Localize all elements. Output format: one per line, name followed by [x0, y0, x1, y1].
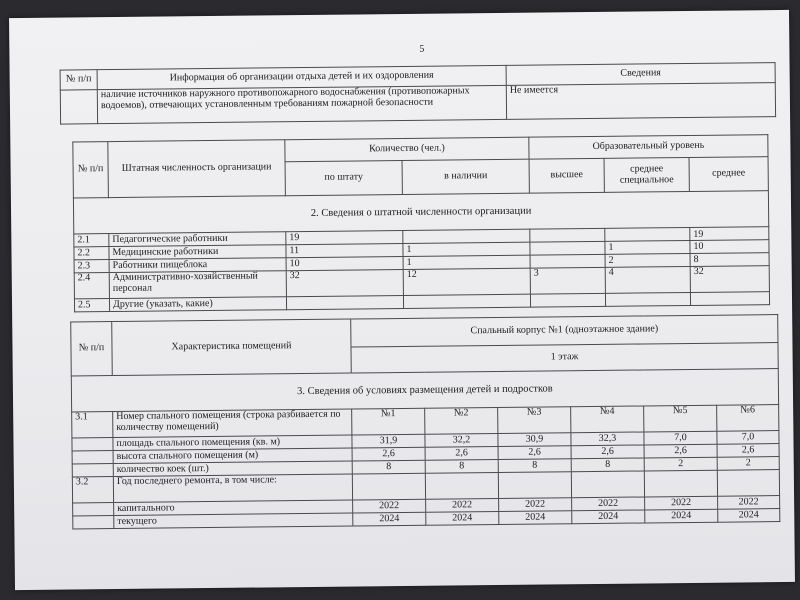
row-higher [530, 228, 605, 242]
row-higher [530, 254, 605, 268]
fire-water-value: Не имеется [506, 83, 775, 120]
sub-plan-header: по штату [285, 160, 402, 195]
row-plan: 10 [286, 256, 403, 270]
empty-cell [571, 471, 644, 498]
capital-repair-label: капитального [114, 500, 353, 516]
empty-cell [644, 470, 717, 497]
sub-higher-header: высшее [529, 158, 604, 193]
area-value: 7,0 [644, 431, 717, 445]
row-plan [286, 295, 403, 309]
current-repair-label: текущего [114, 513, 353, 529]
row-num-empty [73, 516, 114, 529]
row-plan: 11 [286, 243, 403, 257]
current-repair-year: 2024 [718, 509, 780, 523]
empty-cell [352, 473, 425, 500]
capital-repair-year: 2022 [645, 496, 718, 510]
capital-repair-year: 2022 [572, 497, 645, 511]
height-value: 2,6 [717, 444, 779, 458]
row-higher: 3 [530, 267, 605, 294]
row-middle: 32 [690, 266, 769, 293]
room-number: №5 [644, 405, 717, 432]
row-name: Педагогические работники [109, 232, 286, 247]
row-name: Другие (указать, какие) [109, 297, 286, 312]
document-page [9, 10, 795, 590]
col-info-header: Информация об организации отдыха детей и их оздоровления [97, 65, 506, 89]
current-repair-year: 2024 [499, 511, 572, 525]
row-plan: 19 [286, 230, 403, 244]
capital-repair-year: 2022 [353, 499, 426, 513]
row-special [605, 227, 690, 241]
capital-repair-year: 2022 [718, 496, 780, 510]
height-label: высота спального помещения (м) [113, 448, 352, 464]
row-num-empty [73, 503, 114, 516]
row-middle: 10 [690, 240, 769, 254]
col-num-header: № п/п [60, 70, 97, 90]
height-value: 2,6 [644, 444, 717, 458]
row-name: Административно-хозяйственный персонал [109, 271, 286, 299]
section-3-title: 3. Сведения об условиях размещения детей и подростков [71, 369, 778, 412]
row-middle [690, 292, 769, 306]
beds-value: 8 [571, 458, 644, 472]
room-number-label: Номер спального помещения (строка разбивается по количеству помещений) [113, 409, 352, 438]
row-num: 2.2 [74, 247, 109, 260]
row-plan: 32 [286, 269, 403, 296]
row-num: 2.3 [74, 260, 109, 273]
row-actual: 1 [403, 255, 530, 269]
building-header: Спальный корпус №1 (одноэтажное здание) [351, 315, 778, 347]
beds-value: 8 [425, 460, 498, 474]
beds-label: количество коек (шт.) [113, 461, 352, 477]
current-repair-year: 2024 [353, 512, 426, 526]
beds-value: 8 [498, 459, 571, 473]
col-staff-header: Штатная численность организации [108, 140, 286, 198]
floor-header: 1 этаж [351, 343, 778, 373]
row-num-empty [72, 438, 113, 451]
beds-value: 2 [644, 457, 717, 471]
row-actual [403, 294, 530, 308]
row-higher [530, 293, 605, 307]
col-count-header: Количество (чел.) [285, 137, 529, 162]
height-value: 2,6 [352, 447, 425, 461]
row-num-empty [72, 464, 113, 477]
col-edu-header: Образовательный уровень [529, 135, 768, 160]
area-value: 32,2 [425, 434, 498, 448]
room-number: №1 [352, 408, 425, 435]
area-value: 30,9 [498, 433, 571, 447]
sub-special-header: среднее специальное [604, 157, 689, 192]
page-number: 5 [419, 43, 425, 55]
row-actual [403, 229, 530, 243]
empty-cell [498, 472, 571, 499]
row-name: Работники пищеблока [109, 258, 286, 273]
repair-year-label: Год последнего ремонта, в том числе: [113, 474, 352, 503]
sub-actual-header: в наличии [402, 159, 529, 194]
row-middle: 19 [690, 227, 769, 241]
section-2-title: 2. Сведения о штатной численности организации [73, 191, 768, 234]
room-number: №4 [571, 406, 644, 433]
sub-middle-header: среднее [689, 157, 768, 192]
row-middle: 8 [690, 253, 769, 267]
area-value: 7,0 [717, 431, 779, 445]
height-value: 2,6 [571, 445, 644, 459]
row-num: 2.4 [74, 273, 109, 299]
col-value-header: Сведения [506, 63, 775, 86]
row-special: 4 [605, 266, 690, 293]
capital-repair-year: 2022 [499, 498, 572, 512]
height-value: 2,6 [498, 446, 571, 460]
empty-cell [717, 470, 779, 497]
row-special: 2 [605, 253, 690, 267]
row-num: 3.2 [72, 477, 113, 503]
beds-value: 2 [717, 457, 779, 471]
col-num-header: № п/п [73, 142, 109, 198]
beds-value: 8 [352, 460, 425, 474]
capital-repair-year: 2022 [426, 498, 499, 512]
current-repair-year: 2024 [572, 510, 645, 524]
row-name: Медицинские работники [109, 245, 286, 260]
area-value: 31,9 [352, 434, 425, 448]
row-num-empty [72, 451, 113, 464]
row-actual: 12 [403, 268, 530, 295]
row-actual: 1 [403, 242, 530, 256]
rooms-table [70, 314, 780, 529]
empty-cell [425, 473, 498, 500]
area-value: 32,3 [571, 432, 644, 446]
current-repair-year: 2024 [426, 511, 499, 525]
current-repair-year: 2024 [645, 509, 718, 523]
row-higher [530, 241, 605, 255]
row-num: 2.5 [74, 299, 109, 312]
area-label: площадь спального помещения (кв. м) [113, 435, 352, 451]
col-char-header: Характеристика помещений [112, 319, 352, 375]
room-number: №3 [498, 407, 571, 434]
col-num-header: № п/п [71, 322, 113, 376]
row-special [605, 292, 690, 306]
row-num: 2.1 [74, 234, 109, 247]
row-num-cell [60, 90, 97, 124]
room-number: №6 [717, 405, 779, 432]
row-num: 3.1 [72, 412, 113, 438]
row-special: 1 [605, 240, 690, 254]
staff-table [72, 134, 770, 312]
height-value: 2,6 [425, 447, 498, 461]
org-info-table [60, 62, 777, 124]
room-number: №2 [425, 408, 498, 435]
fire-water-text: наличие источников наружного противопожарного водоснабжения (противопожарных водоемов), отвечающих установленным требованиям пожарной безопасности [97, 85, 506, 123]
